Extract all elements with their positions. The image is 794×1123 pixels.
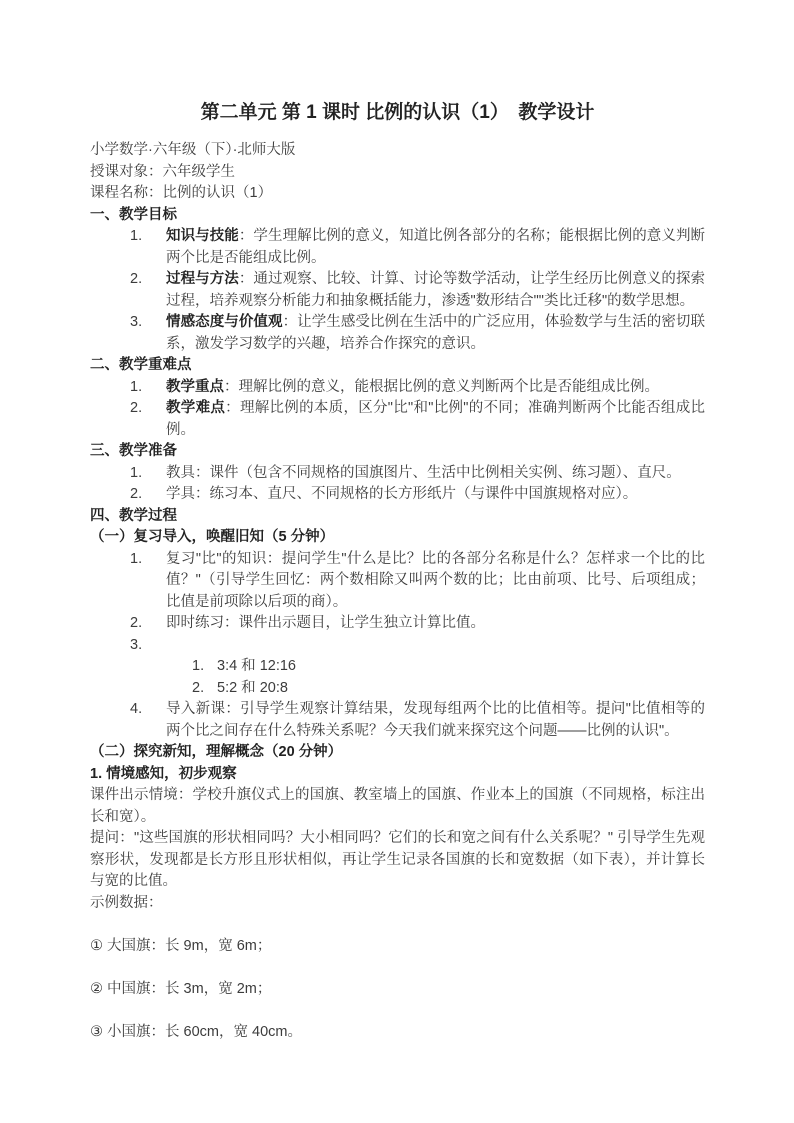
list-text: 即时练习：课件出示题目，让学生独立计算比值。 (166, 615, 485, 631)
list-text: 导入新课：引导学生观察计算结果，发现每组两个比的比值相等。提问"比值相等的两个比之间存在什么特殊关系呢？今天我们就来探究这个问题——比例的认识"。 (166, 701, 705, 739)
phase1-item (90, 699, 705, 742)
list-number: 1. (130, 228, 143, 244)
list-number: 1. (130, 550, 143, 567)
section-heading-process: 四、教学过程 (90, 507, 177, 524)
objective-item (90, 226, 705, 269)
example-data-item: ② 中国旗：长 3m，宽 2m； (90, 980, 272, 997)
list-number: 2. (130, 400, 143, 416)
list-number: 2. (130, 486, 143, 502)
list-rest: ：理解比例的意义，能根据比例的意义判断两个比是否能组成比例。 (224, 378, 659, 395)
list-text: 5:2 和 20:8 (217, 679, 288, 696)
list-rest: ：学生理解比例的意义，知道比例各部分的名称；能根据比例的意义判断两个比是否能组成比例。 (166, 228, 706, 266)
phase1-item (90, 613, 705, 635)
list-number: 3. (130, 636, 143, 653)
list-number: 3. (130, 314, 143, 330)
list-text (166, 377, 705, 399)
list-text: 教具：课件（包含不同规格的国旗图片、生活中比例相关实例、练习题）、直尺。 (166, 464, 681, 481)
key-point-item (90, 398, 705, 441)
list-number: 2. (192, 679, 205, 696)
list-lead: 教学难点 (166, 400, 226, 416)
preparation-item (90, 484, 705, 506)
exercise-item (90, 656, 705, 678)
list-text (166, 226, 705, 269)
list-text: 复习"比"的知识：提问学生"什么是比？比的各部分名称是什么？怎样求一个比的比值？"（引导学生回忆：两个数相除又叫两个数的比；比由前项、比号、后项组成；比值是前项除以后项的商）。 (166, 550, 705, 610)
step1-paragraph: 提问："这些国旗的形状相同吗？大小相同吗？它们的长和宽之间有什么关系呢？" 引导学生先观察形状，发现都是长方形且形状相似，再让学生记录各国旗的长和宽数据（如下表），并计算长与宽的比值。 (90, 830, 705, 889)
list-text (166, 398, 705, 441)
list-rest: ：通过观察、比较、计算、讨论等数学活动，让学生经历比例意义的探索过程，培养观察分析能力和抽象概括能力，渗透"数形结合""类比迁移"的数学思想。 (166, 271, 706, 309)
list-number: 4. (130, 701, 143, 717)
example-data-item: ③ 小国旗：长 60cm，宽 40cm。 (90, 1023, 302, 1040)
section-heading-objectives: 一、教学目标 (90, 206, 177, 223)
section-heading-key-points: 二、教学重难点 (90, 357, 192, 373)
list-number: 1. (130, 464, 143, 481)
list-lead: 知识与技能 (166, 228, 239, 244)
list-text (166, 269, 705, 312)
key-point-item (90, 377, 705, 399)
list-text (166, 312, 705, 355)
list-text: 学具：练习本、直尺、不同规格的长方形纸片（与课件中国旗规格对应）。 (166, 486, 638, 502)
list-lead: 教学重点 (166, 378, 224, 395)
example-data-item: ① 大国旗：长 9m，宽 6m； (90, 937, 272, 954)
list-number: 1. (130, 378, 143, 395)
objective-item (90, 269, 705, 312)
list-text (166, 635, 705, 657)
section-heading-preparation: 三、教学准备 (90, 443, 177, 459)
list-number: 2. (130, 615, 143, 631)
meta-edition: 小学数学·六年级（下）·北师大版 (90, 142, 296, 158)
exercise-item (90, 678, 705, 700)
objective-item (90, 312, 705, 355)
list-rest: ：理解比例的本质，区分"比"和"比例"的不同；准确判断两个比能否组成比例。 (166, 400, 706, 438)
list-number: 1. (192, 658, 205, 674)
meta-audience: 授课对象：六年级学生 (90, 163, 235, 180)
list-text: 3:4 和 12:16 (217, 658, 296, 674)
list-rest: ：让学生感受比例在生活中的广泛应用，体验数学与生活的密切联系，激发学习数学的兴趣，培养合作探究的意识。 (166, 314, 706, 352)
document-title: 第二单元 第 1 课时 比例的认识（1） 教学设计 (200, 102, 595, 123)
step1-paragraph: 课件出示情境：学校升旗仪式上的国旗、教室墙上的国旗、作业本上的国旗（不同规格，标注出长和宽）。 (90, 787, 705, 825)
phase1-heading: （一）复习导入，唤醒旧知（5 分钟） (90, 529, 335, 545)
list-lead: 过程与方法 (166, 271, 239, 287)
step1-paragraph: 示例数据： (90, 894, 163, 911)
preparation-item (90, 463, 705, 485)
step1-heading: 1. 情境感知，初步观察 (90, 765, 237, 782)
phase1-item (90, 549, 705, 614)
list-lead: 情感态度与价值观 (166, 314, 283, 330)
list-number: 2. (130, 271, 143, 287)
phase1-item (90, 635, 705, 657)
phase2-heading: （二）探究新知，理解概念（20 分钟） (90, 744, 343, 760)
meta-course: 课程名称：比例的认识（1） (90, 185, 273, 201)
